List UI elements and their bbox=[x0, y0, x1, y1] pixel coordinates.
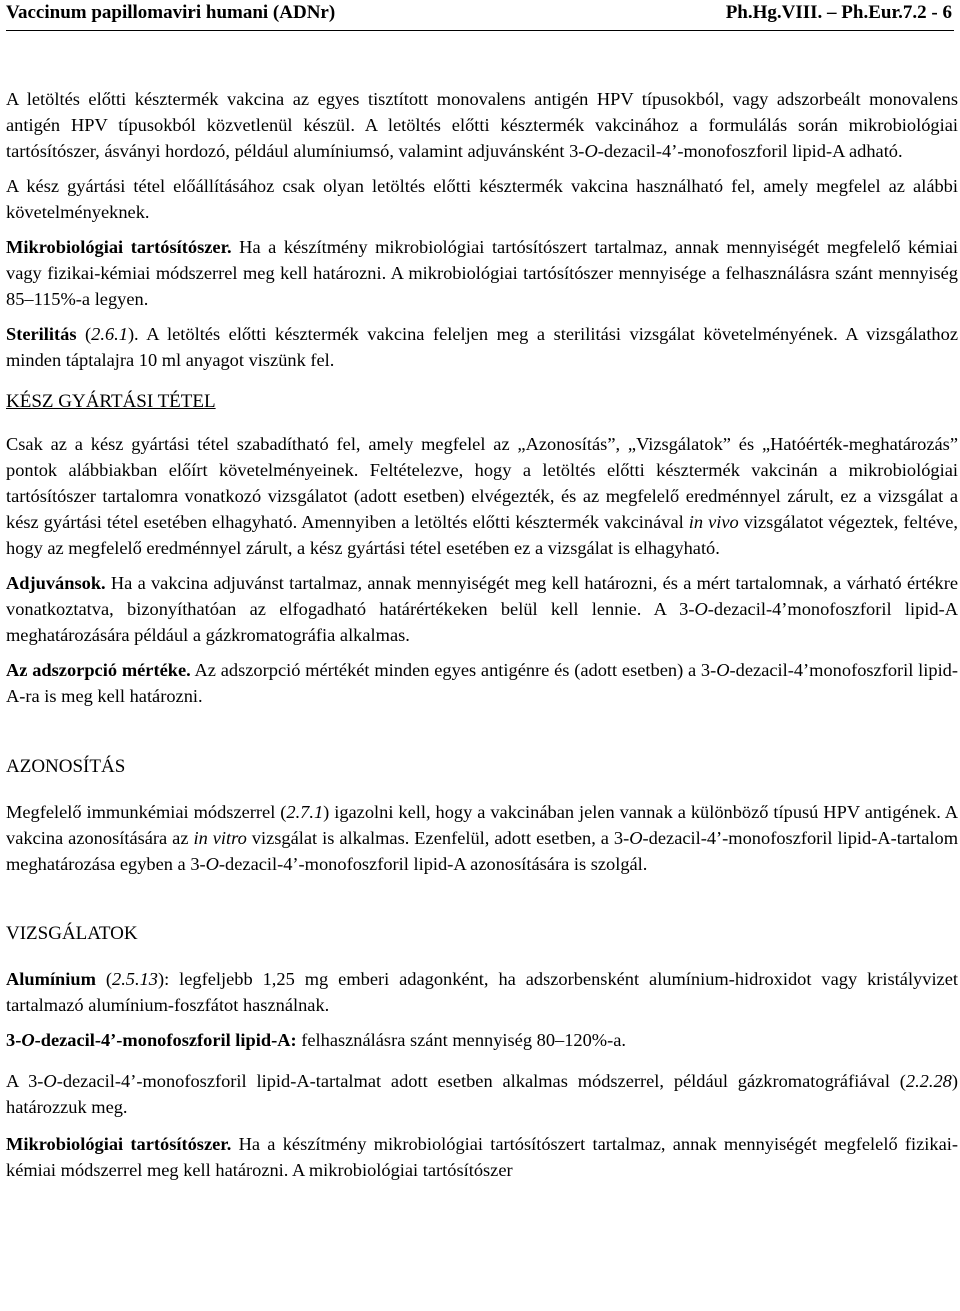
paragraph-sterility: Sterilitás (2.6.1). A letöltés előtti késztermék vakcina feleljen meg a sterilitási vizsgálat követelményének. A vizsgálathoz minden táptalajra 10 ml anyagot viszünk fel. bbox=[6, 324, 958, 370]
preservative-final-label: Mikrobiológiai tartósítószer. bbox=[6, 1134, 232, 1154]
paragraph-adjuvants: Adjuvánsok. Ha a vakcina adjuvánst tartalmaz, annak mennyiségét meg kell határozni, és a mért tartalomnak, a várható értékre vonatkoztatva, bizonyíthatóan az elfogadható határértékeken belül kell lennie. A 3-O-dezacil-4’monofoszforil lipid-A meghatározására például a gázkromatográfia alkalmas. bbox=[6, 573, 958, 645]
sterility-ref: 2.6.1 bbox=[91, 324, 128, 344]
page-header bbox=[6, 0, 954, 31]
adsorption-label: Az adszorpció mértéke. bbox=[6, 660, 191, 680]
section-heading-identification: AZONOSÍTÁS bbox=[6, 756, 126, 777]
paragraph-preservative: Mikrobiológiai tartósítószer. Ha a készítmény mikrobiológiai tartósítószert tartalmaz, annak mennyiségét megfelelő kémiai vagy fizikai-kémiai módszerrel meg kell határozni. A mikrobiológiai tartósítószer mennyisége a felhasználásra szánt mennyiség 85–115%-a legyen. bbox=[6, 237, 958, 309]
document-body bbox=[6, 86, 958, 1183]
paragraph-adsorption: Az adszorpció mértéke. Az adszorpció mértékét minden egyes antigénre és (adott esetben) a 3-O-dezacil-4’monofoszforil lipid-A-ra is meg kell határozni. bbox=[6, 660, 959, 706]
paragraph-bulk-description: A letöltés előtti késztermék vakcina az egyes tisztított monovalens antigén HPV típusokból, vagy adszorbeált monovalens antigén HPV típusokból közvetlenül készül. A letöltés előtti késztermék vakcinához a formulálás során mikrobiológiai tartósítószer, ásványi hordozó, például alumíniumsó, valamint adjuvánsként 3-O-dezacil-4’-monofoszforil lipid-A adható. bbox=[6, 89, 958, 161]
sterility-label: Sterilitás bbox=[6, 324, 77, 344]
paragraph-final-lot-requirement: A kész gyártási tétel előállításához csak olyan letöltés előtti késztermék vakcina használható fel, amely megfelel az alábbi követelményeknek. bbox=[6, 176, 958, 222]
preservative-label: Mikrobiológiai tartósítószer. bbox=[6, 237, 232, 257]
paragraph-mpl-method: A 3-O-dezacil-4’-monofoszforil lipid-A-tartalmat adott esetben alkalmas módszerrel, például gázkromatográfiával (2.2.28) határozzuk meg. bbox=[6, 1071, 958, 1117]
section-heading-tests: VIZSGÁLATOK bbox=[6, 923, 138, 944]
paragraph-mpl-limit: 3-O-dezacil-4’-monofoszforil lipid-A: felhasználásra szánt mennyiség 80–120%-a. bbox=[6, 1030, 627, 1050]
paragraph-aluminium: Alumínium (2.5.13): legfeljebb 1,25 mg emberi adagonként, ha adszorbensként alumínium-hidroxidot vagy kristályvizet tartalmazó alumínium-foszfátot használnak. bbox=[6, 969, 958, 1015]
header-pharmacopoeia-ref: Ph.Hg.VIII. – Ph.Eur.7.2 - 6 bbox=[725, 2, 952, 23]
section-heading-final-lot: KÉSZ GYÁRTÁSI TÉTEL bbox=[6, 391, 216, 412]
paragraph-final-lot-release: Csak az a kész gyártási tétel szabadítható fel, amely megfelel az „Azonosítás”, „Vizsgálatok” és „Hatóérték-meghatározás” pontok alábbiakban előírt követelményeinek. Feltételezve, hogy a letöltés előtti késztermék vakcinán a mikrobiológiai tartósítószer tartalomra vonatkozó vizsgálatot (adott esetben) elvégezték, és az megfelelő eredménnyel zárult, ez a vizsgálat a kész gyártási tétel esetében elhagyható. Amennyiben a letöltés előtti késztermék vakcinával in vivo vizsgálatot végeztek, feltéve, hogy az megfelelő eredménnyel zárult, a kész gyártási tétel esetében ez a vizsgálat is elhagyható. bbox=[6, 434, 958, 558]
adjuvants-label: Adjuvánsok. bbox=[6, 573, 106, 593]
aluminium-label: Alumínium bbox=[6, 969, 96, 989]
paragraph-preservative-final-lot: Mikrobiológiai tartósítószer. Ha a készítmény mikrobiológiai tartósítószert tartalmaz, annak mennyiségét megfelelő fizikai-kémiai módszerrel meg kell határozni. A mikrobiológiai tartósítószer bbox=[6, 1134, 958, 1180]
header-monograph-title: Vaccinum papillomaviri humani (ADNr) bbox=[6, 2, 336, 23]
paragraph-identification: Megfelelő immunkémiai módszerrel (2.7.1) igazolni kell, hogy a vakcinában jelen vannak a különböző típusú HPV antigének. A vakcina azonosítására az in vitro vizsgálat is alkalmas. Ezenfelül, adott esetben, a 3-O-dezacil-4’-monofoszforil lipid-A-tartalom meghatározása egyben a 3-O-dezacil-4’-monofoszforil lipid-A azonosítására is szolgál. bbox=[6, 802, 958, 874]
